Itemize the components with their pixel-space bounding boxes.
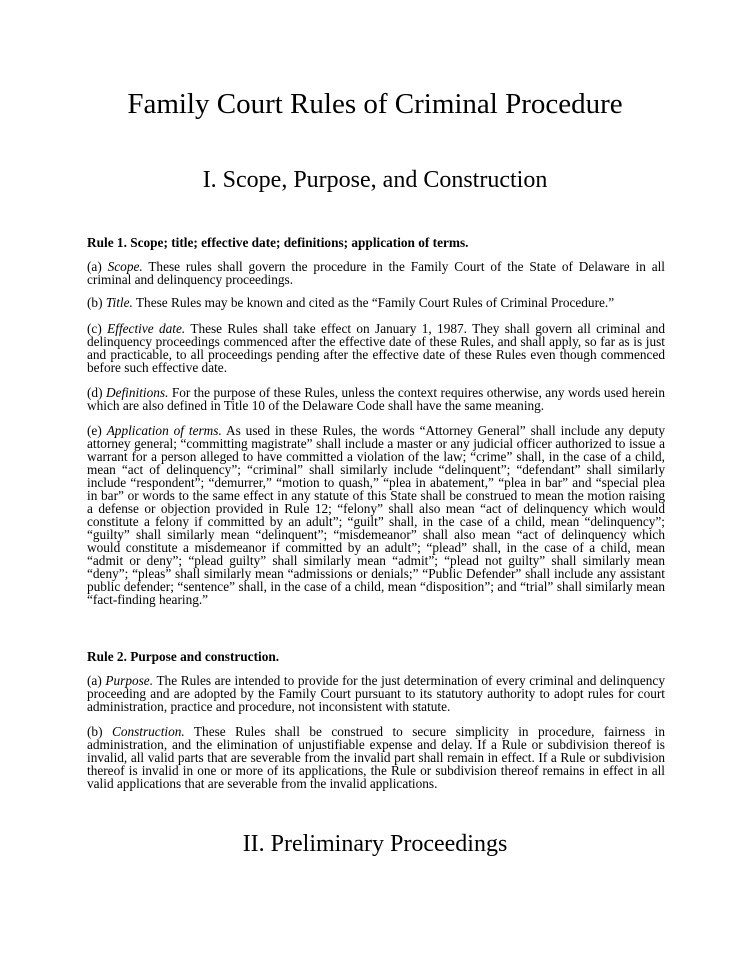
rule-1-paragraph-c — [87, 322, 665, 374]
paragraph-label: (a) — [87, 259, 102, 274]
paragraph-term: Scope. — [107, 259, 143, 274]
paragraph-term: Application of terms. — [106, 423, 222, 438]
rule-1-paragraph-d — [87, 386, 665, 412]
rule-2-paragraph-a — [87, 674, 665, 713]
rule-1-paragraph-b — [87, 296, 665, 309]
paragraph-text: For the purpose of these Rules, unless the context requires otherwise, any words used herein which are also defined in Title 10 of the Delaware Code shall have the same meaning. — [87, 385, 665, 413]
paragraph-text: These Rules shall be construed to secure simplicity in procedure, fairness in administration, and the elimination of unjustifiable expense and delay. If a Rule or subdivision thereof is invalid, all valid parts that are severable from the invalid part shall remain in effect. If a Rule or subdivision thereof is invalid in one or more of its applications, the Rule or subdivision thereof remains in effect in all valid applications that are severable from the invalid applications. — [87, 724, 665, 791]
paragraph-term: Title. — [105, 295, 133, 310]
rule-1-heading: Rule 1. Scope; title; effective date; definitions; application of terms. — [87, 235, 469, 250]
paragraph-label: (b) — [87, 295, 103, 310]
paragraph-text: As used in these Rules, the words “Attorney General” shall include any deputy attorney general; “committing magistrate” shall include a master or any judicial officer authorized to issue a warrant for a person alleged to have committed a violation of the law; “crime” shall, in the case of a child, mean “act of delinquency”; “criminal” shall similarly include “delinquent”; “defendant” shall similarly include “respondent”; “demurrer,” “motion to quash,” “plea in abatement,” “plea in bar” and “special plea in bar” or words to the same effect in any statute of this State shall be construed to mean the motion raising a defense or objection provided in Rule 12; “felony” shall also mean “act of delinquency which would constitute a felony if committed by an adult”; “guilt” shall, in the case of a child, mean “delinquency”; “guilty” shall similarly mean “delinquent”; “misdemeanor” shall also mean “act of delinquency which would constitute a misdemeanor if committed by an adult”; “plead” shall, in the case of a child, mean “admit or deny”; “plead guilty” shall similarly mean “admit”; “plead not guilty” shall similarly mean “deny”; “pleas” shall similarly mean “admissions or denials;” “Public Defender” shall include any assistant public defender; “sentence” shall, in the case of a child, mean “disposition”; and “trial” shall similarly mean “fact-finding hearing.” — [87, 423, 665, 607]
paragraph-term: Definitions. — [105, 385, 169, 400]
rule-1-paragraph-a — [87, 260, 665, 286]
paragraph-term: Construction. — [111, 724, 185, 739]
rule-1-paragraph-e — [87, 424, 665, 606]
paragraph-label: (a) — [87, 673, 102, 688]
paragraph-text: The Rules are intended to provide for the just determination of every criminal and delinquency proceeding and are adopted by the Family Court pursuant to its statutory authority to adopt rules for court administration, practice and procedure, not inconsistent with statute. — [87, 673, 665, 714]
document-title: Family Court Rules of Criminal Procedure — [127, 88, 623, 120]
paragraph-text: These Rules may be known and cited as the “Family Court Rules of Criminal Procedure.” — [135, 295, 615, 310]
paragraph-label: (e) — [87, 423, 102, 438]
paragraph-label: (d) — [87, 385, 103, 400]
paragraph-text: These rules shall govern the procedure in the Family Court of the State of Delaware in all criminal and delinquency proceedings. — [87, 259, 665, 287]
section-heading-scope: I. Scope, Purpose, and Construction — [202, 167, 548, 193]
paragraph-text: These Rules shall take effect on January 1, 1987. They shall govern all criminal and delinquency proceedings commenced after the effective date of these Rules, and shall apply, so far as is just and practicable, to all proceedings pending after the effective date of these Rules even though commenced before such effective date. — [87, 321, 665, 375]
paragraph-term: Purpose. — [105, 673, 154, 688]
rule-2-paragraph-b — [87, 725, 665, 790]
paragraph-label: (b) — [87, 724, 103, 739]
section-heading-preliminary: II. Preliminary Proceedings — [242, 831, 508, 857]
paragraph-term: Effective date. — [107, 321, 186, 336]
rule-2-heading: Rule 2. Purpose and construction. — [87, 649, 280, 664]
paragraph-label: (c) — [87, 321, 102, 336]
